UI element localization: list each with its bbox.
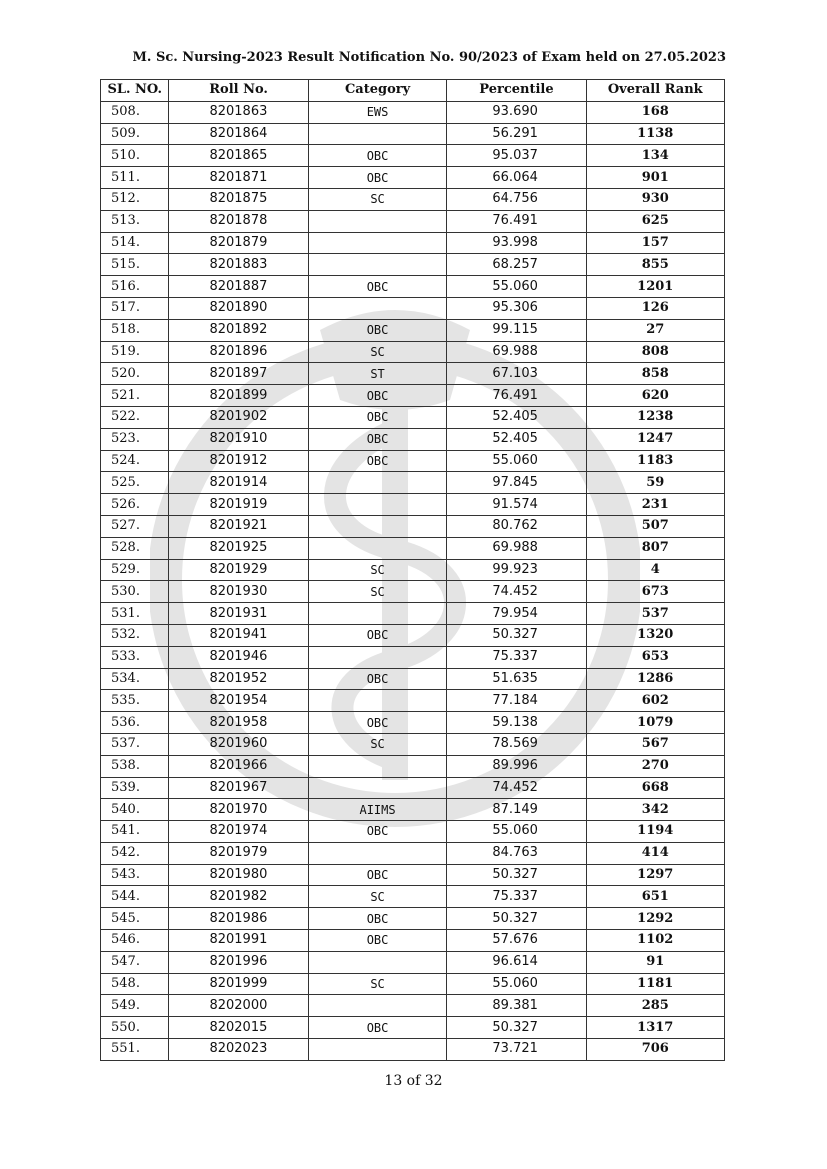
cell-overall-rank: 930 xyxy=(586,188,724,210)
cell-overall-rank: 668 xyxy=(586,777,724,799)
cell-roll-no: 8201929 xyxy=(169,559,308,581)
cell-percentile: 74.452 xyxy=(447,581,586,603)
table-row xyxy=(101,624,725,646)
cell-sl-no: 542. xyxy=(101,842,169,864)
cell-overall-rank: 651 xyxy=(586,886,724,908)
table-row xyxy=(101,1017,725,1039)
cell-roll-no: 8201996 xyxy=(169,951,308,973)
cell-overall-rank: 625 xyxy=(586,210,724,232)
cell-sl-no: 544. xyxy=(101,886,169,908)
cell-category: OBC xyxy=(308,1017,447,1039)
table-row xyxy=(101,319,725,341)
cell-overall-rank: 157 xyxy=(586,232,724,254)
cell-sl-no: 508. xyxy=(101,101,169,123)
cell-sl-no: 533. xyxy=(101,646,169,668)
cell-sl-no: 525. xyxy=(101,472,169,494)
cell-roll-no: 8201946 xyxy=(169,646,308,668)
cell-category xyxy=(308,254,447,276)
cell-percentile: 55.060 xyxy=(447,450,586,472)
cell-category: SC xyxy=(308,559,447,581)
table-row xyxy=(101,733,725,755)
cell-percentile: 52.405 xyxy=(447,428,586,450)
cell-overall-rank: 1297 xyxy=(586,864,724,886)
table-row xyxy=(101,581,725,603)
table-row xyxy=(101,886,725,908)
cell-category: SC xyxy=(308,733,447,755)
table-row xyxy=(101,406,725,428)
cell-sl-no: 534. xyxy=(101,668,169,690)
cell-overall-rank: 1247 xyxy=(586,428,724,450)
cell-roll-no: 8201954 xyxy=(169,690,308,712)
table-row xyxy=(101,646,725,668)
cell-percentile: 55.060 xyxy=(447,276,586,298)
cell-roll-no: 8201980 xyxy=(169,864,308,886)
cell-percentile: 99.115 xyxy=(447,319,586,341)
cell-roll-no: 8201883 xyxy=(169,254,308,276)
cell-roll-no: 8201974 xyxy=(169,821,308,843)
cell-sl-no: 550. xyxy=(101,1017,169,1039)
cell-percentile: 57.676 xyxy=(447,930,586,952)
cell-sl-no: 549. xyxy=(101,995,169,1017)
cell-category xyxy=(308,210,447,232)
cell-sl-no: 523. xyxy=(101,428,169,450)
cell-category xyxy=(308,472,447,494)
cell-category xyxy=(308,995,447,1017)
table-row xyxy=(101,930,725,952)
cell-sl-no: 518. xyxy=(101,319,169,341)
cell-overall-rank: 807 xyxy=(586,537,724,559)
cell-roll-no: 8201896 xyxy=(169,341,308,363)
cell-category xyxy=(308,537,447,559)
cell-roll-no: 8201887 xyxy=(169,276,308,298)
table-row xyxy=(101,276,725,298)
cell-overall-rank: 855 xyxy=(586,254,724,276)
cell-roll-no: 8201890 xyxy=(169,297,308,319)
table-row xyxy=(101,145,725,167)
cell-category: OBC xyxy=(308,864,447,886)
cell-percentile: 55.060 xyxy=(447,973,586,995)
cell-sl-no: 516. xyxy=(101,276,169,298)
cell-sl-no: 526. xyxy=(101,494,169,516)
cell-percentile: 78.569 xyxy=(447,733,586,755)
cell-overall-rank: 901 xyxy=(586,167,724,189)
table-row xyxy=(101,908,725,930)
table-row xyxy=(101,188,725,210)
cell-category: ST xyxy=(308,363,447,385)
cell-roll-no: 8201941 xyxy=(169,624,308,646)
table-row xyxy=(101,668,725,690)
cell-percentile: 89.381 xyxy=(447,995,586,1017)
cell-percentile: 50.327 xyxy=(447,1017,586,1039)
cell-category xyxy=(308,494,447,516)
table-row xyxy=(101,603,725,625)
cell-overall-rank: 1320 xyxy=(586,624,724,646)
cell-percentile: 52.405 xyxy=(447,406,586,428)
cell-overall-rank: 285 xyxy=(586,995,724,1017)
cell-roll-no: 8201921 xyxy=(169,515,308,537)
cell-percentile: 77.184 xyxy=(447,690,586,712)
cell-percentile: 84.763 xyxy=(447,842,586,864)
cell-percentile: 95.037 xyxy=(447,145,586,167)
cell-category: OBC xyxy=(308,428,447,450)
cell-sl-no: 547. xyxy=(101,951,169,973)
cell-category xyxy=(308,951,447,973)
table-row xyxy=(101,973,725,995)
cell-overall-rank: 1138 xyxy=(586,123,724,145)
cell-roll-no: 8201897 xyxy=(169,363,308,385)
table-row xyxy=(101,494,725,516)
table-row xyxy=(101,232,725,254)
cell-overall-rank: 1201 xyxy=(586,276,724,298)
cell-sl-no: 540. xyxy=(101,799,169,821)
cell-percentile: 97.845 xyxy=(447,472,586,494)
cell-sl-no: 527. xyxy=(101,515,169,537)
cell-roll-no: 8201979 xyxy=(169,842,308,864)
cell-overall-rank: 653 xyxy=(586,646,724,668)
cell-percentile: 67.103 xyxy=(447,363,586,385)
cell-roll-no: 8201952 xyxy=(169,668,308,690)
result-table xyxy=(100,79,725,1061)
cell-overall-rank: 231 xyxy=(586,494,724,516)
table-row xyxy=(101,821,725,843)
cell-category: OBC xyxy=(308,145,447,167)
cell-overall-rank: 91 xyxy=(586,951,724,973)
cell-category xyxy=(308,842,447,864)
cell-overall-rank: 602 xyxy=(586,690,724,712)
cell-roll-no: 8201982 xyxy=(169,886,308,908)
cell-category: OBC xyxy=(308,712,447,734)
table-row xyxy=(101,1039,725,1061)
cell-overall-rank: 1317 xyxy=(586,1017,724,1039)
cell-roll-no: 8201865 xyxy=(169,145,308,167)
cell-sl-no: 512. xyxy=(101,188,169,210)
cell-category xyxy=(308,123,447,145)
cell-roll-no: 8201931 xyxy=(169,603,308,625)
col-header-category: Category xyxy=(308,80,447,102)
table-row xyxy=(101,297,725,319)
cell-sl-no: 515. xyxy=(101,254,169,276)
cell-sl-no: 522. xyxy=(101,406,169,428)
cell-overall-rank: 1194 xyxy=(586,821,724,843)
cell-roll-no: 8201960 xyxy=(169,733,308,755)
cell-sl-no: 539. xyxy=(101,777,169,799)
cell-percentile: 93.998 xyxy=(447,232,586,254)
cell-category xyxy=(308,690,447,712)
cell-percentile: 55.060 xyxy=(447,821,586,843)
cell-overall-rank: 126 xyxy=(586,297,724,319)
col-header-overall-rank: Overall Rank xyxy=(586,80,724,102)
cell-roll-no: 8202023 xyxy=(169,1039,308,1061)
cell-percentile: 96.614 xyxy=(447,951,586,973)
cell-percentile: 87.149 xyxy=(447,799,586,821)
cell-overall-rank: 168 xyxy=(586,101,724,123)
cell-overall-rank: 342 xyxy=(586,799,724,821)
cell-category: SC xyxy=(308,581,447,603)
cell-percentile: 75.337 xyxy=(447,886,586,908)
cell-percentile: 64.756 xyxy=(447,188,586,210)
table-row xyxy=(101,167,725,189)
cell-category: EWS xyxy=(308,101,447,123)
table-row xyxy=(101,363,725,385)
cell-overall-rank: 1238 xyxy=(586,406,724,428)
cell-roll-no: 8201914 xyxy=(169,472,308,494)
table-row xyxy=(101,515,725,537)
cell-sl-no: 531. xyxy=(101,603,169,625)
cell-category xyxy=(308,515,447,537)
cell-category xyxy=(308,603,447,625)
cell-roll-no: 8201863 xyxy=(169,101,308,123)
cell-roll-no: 8202015 xyxy=(169,1017,308,1039)
cell-sl-no: 509. xyxy=(101,123,169,145)
cell-category xyxy=(308,1039,447,1061)
cell-roll-no: 8201925 xyxy=(169,537,308,559)
cell-sl-no: 545. xyxy=(101,908,169,930)
cell-category: OBC xyxy=(308,668,447,690)
cell-overall-rank: 1292 xyxy=(586,908,724,930)
cell-overall-rank: 808 xyxy=(586,341,724,363)
table-row xyxy=(101,842,725,864)
cell-overall-rank: 414 xyxy=(586,842,724,864)
cell-roll-no: 8201910 xyxy=(169,428,308,450)
cell-roll-no: 8201875 xyxy=(169,188,308,210)
cell-sl-no: 536. xyxy=(101,712,169,734)
cell-sl-no: 529. xyxy=(101,559,169,581)
cell-category: OBC xyxy=(308,406,447,428)
cell-percentile: 74.452 xyxy=(447,777,586,799)
cell-percentile: 50.327 xyxy=(447,624,586,646)
cell-sl-no: 546. xyxy=(101,930,169,952)
cell-roll-no: 8201986 xyxy=(169,908,308,930)
cell-percentile: 76.491 xyxy=(447,210,586,232)
cell-category xyxy=(308,297,447,319)
col-header-sl-no: SL. NO. xyxy=(101,80,169,102)
cell-percentile: 66.064 xyxy=(447,167,586,189)
cell-percentile: 91.574 xyxy=(447,494,586,516)
cell-category: SC xyxy=(308,886,447,908)
cell-category: SC xyxy=(308,341,447,363)
cell-category xyxy=(308,755,447,777)
cell-category xyxy=(308,232,447,254)
cell-sl-no: 537. xyxy=(101,733,169,755)
cell-overall-rank: 270 xyxy=(586,755,724,777)
cell-percentile: 76.491 xyxy=(447,385,586,407)
cell-percentile: 99.923 xyxy=(447,559,586,581)
cell-percentile: 80.762 xyxy=(447,515,586,537)
cell-sl-no: 551. xyxy=(101,1039,169,1061)
cell-roll-no: 8201930 xyxy=(169,581,308,603)
cell-category: AIIMS xyxy=(308,799,447,821)
cell-sl-no: 528. xyxy=(101,537,169,559)
cell-sl-no: 530. xyxy=(101,581,169,603)
cell-sl-no: 543. xyxy=(101,864,169,886)
cell-roll-no: 8201991 xyxy=(169,930,308,952)
cell-roll-no: 8201999 xyxy=(169,973,308,995)
cell-category: OBC xyxy=(308,385,447,407)
cell-overall-rank: 1183 xyxy=(586,450,724,472)
cell-category: OBC xyxy=(308,624,447,646)
cell-roll-no: 8201966 xyxy=(169,755,308,777)
col-header-percentile: Percentile xyxy=(447,80,586,102)
table-row xyxy=(101,537,725,559)
cell-roll-no: 8201912 xyxy=(169,450,308,472)
cell-roll-no: 8201902 xyxy=(169,406,308,428)
cell-percentile: 69.988 xyxy=(447,537,586,559)
cell-category: OBC xyxy=(308,821,447,843)
cell-overall-rank: 673 xyxy=(586,581,724,603)
cell-roll-no: 8201871 xyxy=(169,167,308,189)
cell-category: OBC xyxy=(308,276,447,298)
cell-overall-rank: 706 xyxy=(586,1039,724,1061)
table-row xyxy=(101,755,725,777)
table-row xyxy=(101,777,725,799)
table-row xyxy=(101,101,725,123)
cell-roll-no: 8201878 xyxy=(169,210,308,232)
cell-sl-no: 511. xyxy=(101,167,169,189)
cell-roll-no: 8201879 xyxy=(169,232,308,254)
cell-overall-rank: 507 xyxy=(586,515,724,537)
table-row xyxy=(101,690,725,712)
cell-percentile: 68.257 xyxy=(447,254,586,276)
cell-category: SC xyxy=(308,973,447,995)
table-row xyxy=(101,712,725,734)
cell-sl-no: 541. xyxy=(101,821,169,843)
table-row xyxy=(101,428,725,450)
table-header-row xyxy=(101,80,725,102)
cell-roll-no: 8201958 xyxy=(169,712,308,734)
cell-category: OBC xyxy=(308,167,447,189)
table-row xyxy=(101,864,725,886)
cell-category xyxy=(308,777,447,799)
cell-overall-rank: 4 xyxy=(586,559,724,581)
cell-overall-rank: 1181 xyxy=(586,973,724,995)
table-row xyxy=(101,995,725,1017)
cell-percentile: 75.337 xyxy=(447,646,586,668)
cell-sl-no: 535. xyxy=(101,690,169,712)
cell-sl-no: 548. xyxy=(101,973,169,995)
cell-overall-rank: 27 xyxy=(586,319,724,341)
cell-overall-rank: 59 xyxy=(586,472,724,494)
table-row xyxy=(101,254,725,276)
cell-sl-no: 524. xyxy=(101,450,169,472)
cell-category: OBC xyxy=(308,930,447,952)
cell-overall-rank: 567 xyxy=(586,733,724,755)
cell-percentile: 95.306 xyxy=(447,297,586,319)
cell-category xyxy=(308,646,447,668)
cell-sl-no: 510. xyxy=(101,145,169,167)
cell-overall-rank: 1286 xyxy=(586,668,724,690)
table-row xyxy=(101,123,725,145)
cell-overall-rank: 537 xyxy=(586,603,724,625)
cell-overall-rank: 858 xyxy=(586,363,724,385)
col-header-roll-no: Roll No. xyxy=(169,80,308,102)
table-row xyxy=(101,799,725,821)
cell-percentile: 89.996 xyxy=(447,755,586,777)
table-row xyxy=(101,385,725,407)
cell-category: OBC xyxy=(308,450,447,472)
table-row xyxy=(101,210,725,232)
cell-percentile: 51.635 xyxy=(447,668,586,690)
cell-roll-no: 8201919 xyxy=(169,494,308,516)
cell-sl-no: 514. xyxy=(101,232,169,254)
cell-category: OBC xyxy=(308,908,447,930)
cell-percentile: 79.954 xyxy=(447,603,586,625)
notification-header: M. Sc. Nursing-2023 Result Notification No. 90/2023 of Exam held on 27.05.2023 xyxy=(132,50,726,65)
cell-percentile: 93.690 xyxy=(447,101,586,123)
cell-roll-no: 8201970 xyxy=(169,799,308,821)
table-row xyxy=(101,341,725,363)
cell-sl-no: 517. xyxy=(101,297,169,319)
table-row xyxy=(101,450,725,472)
cell-category: SC xyxy=(308,188,447,210)
cell-sl-no: 513. xyxy=(101,210,169,232)
table-row xyxy=(101,559,725,581)
cell-sl-no: 521. xyxy=(101,385,169,407)
cell-overall-rank: 1102 xyxy=(586,930,724,952)
page-number: 13 of 32 xyxy=(384,1073,443,1089)
cell-sl-no: 532. xyxy=(101,624,169,646)
cell-percentile: 69.988 xyxy=(447,341,586,363)
cell-percentile: 73.721 xyxy=(447,1039,586,1061)
cell-percentile: 56.291 xyxy=(447,123,586,145)
table-row xyxy=(101,472,725,494)
cell-overall-rank: 620 xyxy=(586,385,724,407)
cell-sl-no: 519. xyxy=(101,341,169,363)
table-row xyxy=(101,951,725,973)
cell-roll-no: 8202000 xyxy=(169,995,308,1017)
cell-overall-rank: 134 xyxy=(586,145,724,167)
cell-roll-no: 8201864 xyxy=(169,123,308,145)
cell-category: OBC xyxy=(308,319,447,341)
cell-roll-no: 8201892 xyxy=(169,319,308,341)
cell-sl-no: 538. xyxy=(101,755,169,777)
cell-roll-no: 8201899 xyxy=(169,385,308,407)
cell-percentile: 59.138 xyxy=(447,712,586,734)
cell-sl-no: 520. xyxy=(101,363,169,385)
cell-roll-no: 8201967 xyxy=(169,777,308,799)
cell-overall-rank: 1079 xyxy=(586,712,724,734)
cell-percentile: 50.327 xyxy=(447,864,586,886)
cell-percentile: 50.327 xyxy=(447,908,586,930)
